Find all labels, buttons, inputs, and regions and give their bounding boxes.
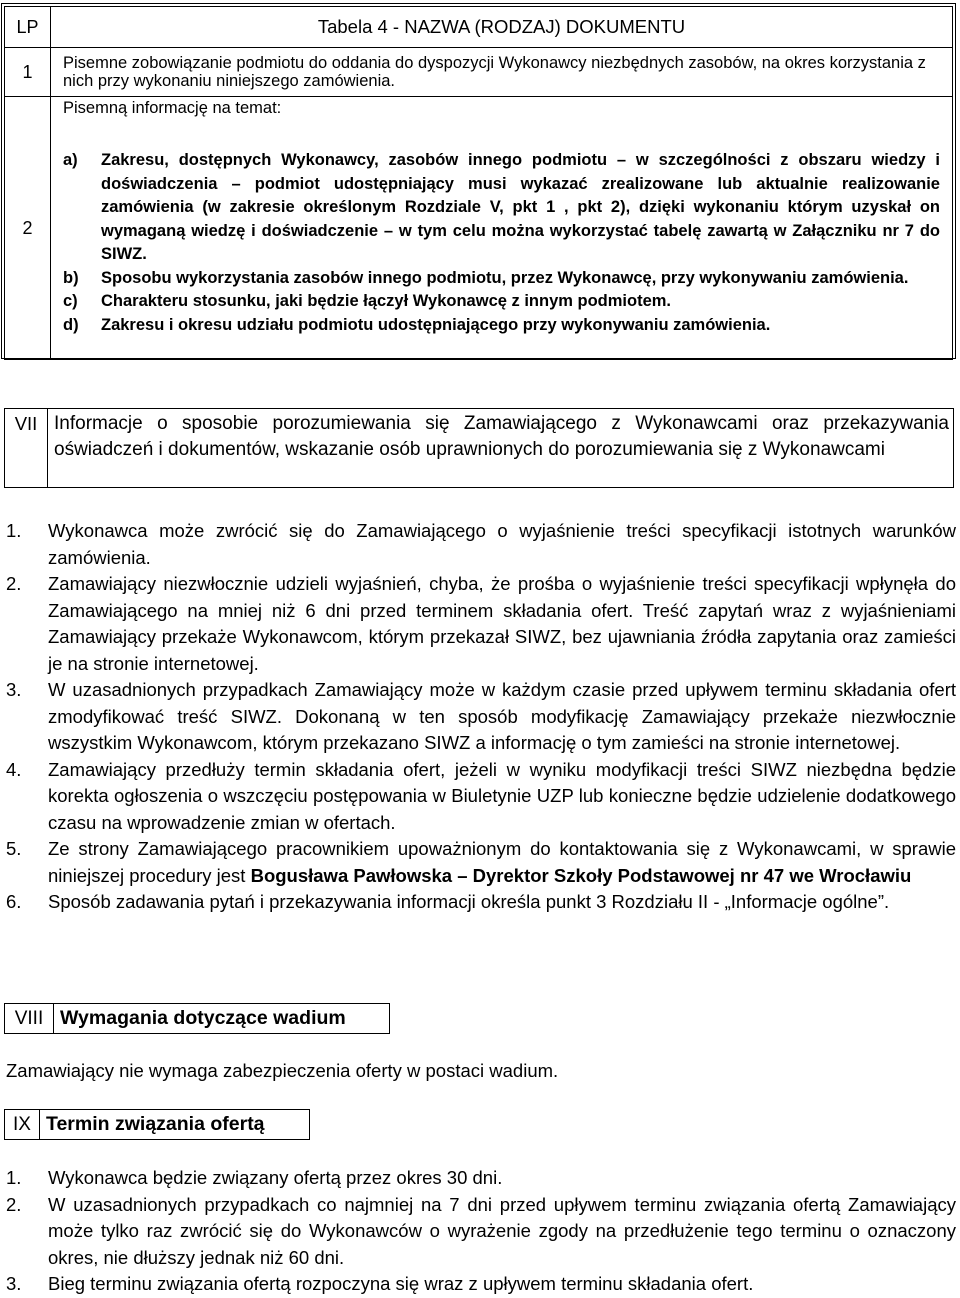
item-number: 3. (6, 1273, 22, 1294)
section-9-header (4, 1109, 310, 1140)
section-7-header (4, 408, 954, 488)
item-text: Wykonawca może zwrócić się do Zamawiającego o wyjaśnienie treści specyfikacji istotnych warunków zamówienia. (48, 520, 956, 568)
section-8-text: Zamawiający nie wymaga zabezpieczenia oferty w postaci wadium. (6, 1060, 559, 1081)
item-number: 6. (6, 891, 22, 912)
row-number: 1 (5, 48, 51, 97)
item-number: 4. (6, 758, 22, 780)
row-number: 2 (5, 97, 51, 360)
row-intro: Pisemną informację na temat: (63, 99, 282, 117)
option-label: b) (63, 268, 79, 287)
table-row (5, 97, 953, 360)
option-item (63, 149, 940, 267)
item-text: Zamawiający przedłuży termin składania ofert, jeżeli w wyniku modyfikacji treści SIWZ niezbędna będzie korekta ogłoszenia o wszczęciu postępowania w Biuletynie UZP lub konieczne będzie udzielenie dodatkowego czasu na wprowadzenie zmian w ofertach. (48, 758, 956, 833)
item-text: Bieg terminu związania ofertą rozpoczyna się wraz z upływem terminu składania ofert. (48, 1273, 754, 1294)
item-text: Zamawiający niezwłocznie udzieli wyjaśnień, chyba, że prośba o wyjaśnienie treści specyfikacji wpłynęła do Zamawiającego na mniej niż 6 dni przed terminem składania ofert. Treść zapytań wraz z wyjaśnieniami Zamawiający przekaże Wykonawcom, którym przekazał SIWZ, bez ujawniania źródła zapytania oraz zamieści je na stronie internetowej. (48, 573, 956, 674)
item-number: 5. (6, 838, 22, 859)
list-item (6, 889, 956, 916)
list-item (6, 836, 956, 889)
section-title: Termin związania ofertą (46, 1113, 265, 1135)
section-number: VIII (5, 1004, 54, 1033)
section-title: Wymagania dotyczące wadium (60, 1007, 346, 1029)
item-text (48, 836, 956, 889)
list-item (6, 1192, 956, 1272)
section-7-list (6, 518, 956, 916)
contact-person: Bogusława Pawłowska – Dyrektor Szkoły Podstawowej nr 47 we Wrocławiu (250, 864, 912, 886)
option-text: Zakresu i okresu udziału podmiotu udostępniającego przy wykonywaniu zamówienia. (101, 315, 771, 334)
option-text: Zakresu, dostępnych Wykonawcy, zasobów innego podmiotu – w szczególności z obszaru wiedzy i doświadczenia – podmiot udostępniający musi wykazać zrealizowane lub aktualnie realizowanie zamówienia (w zakresie określonym Rozdziale V, pkt 1 , pkt 2), dzięki wykonaniu którym uzyskał on wymaganą wiedzę i doświadczenie – w tym celu można wykorzystać tabelę zawartą w Załączniku nr 7 do SIWZ. (101, 151, 940, 263)
table-header-row (5, 7, 953, 48)
option-item (63, 314, 940, 338)
list-item (6, 677, 956, 757)
document-table (4, 6, 953, 360)
option-item (63, 290, 940, 314)
row-content (51, 97, 953, 360)
item-text: W uzasadnionych przypadkach Zamawiający może w każdym czasie przed upływem terminu składania ofert zmodyfikować treść SIWZ. Dokonaną w ten sposób modyfikację Zamawiający przekaże niezwłocznie wszystkim Wykonawcom, którym przekazano SIWZ a informację o tym zamieści na stronie internetowej. (48, 679, 956, 753)
section-8-header (4, 1003, 390, 1034)
table-row (5, 48, 953, 97)
item-text-regular: Ze strony Zamawiającego pracownikiem upoważnionym do kontaktowania się z Wykonawcami, w sprawie niniejszej procedury jest (48, 838, 956, 886)
header-lp: LP (5, 7, 51, 48)
item-text: Sposób zadawania pytań i przekazywania informacji określa punkt 3 Rozdziału II - „Informacje ogólne”. (48, 891, 890, 912)
list-item (6, 518, 956, 571)
option-label: d) (63, 315, 79, 334)
item-number: 2. (6, 1193, 22, 1215)
list-item (6, 757, 956, 837)
option-text: Sposobu wykorzystania zasobów innego podmiotu, przez Wykonawcę, przy wykonywaniu zamówienia. (101, 268, 909, 287)
row-text: Pisemne zobowiązanie podmiotu do oddania do dyspozycji Wykonawcy niezbędnych zasobów, na okres korzystania z nich przy wykonaniu niniejszego zamówienia. (51, 48, 953, 97)
header-title: Tabela 4 - NAZWA (RODZAJ) DOKUMENTU (51, 7, 953, 48)
list-item (6, 571, 956, 677)
section-9-list (6, 1165, 956, 1298)
list-item (6, 1165, 956, 1192)
item-number: 1. (6, 1167, 22, 1188)
section-number: IX (5, 1110, 40, 1139)
item-text: Wykonawca będzie związany ofertą przez okres 30 dni. (48, 1167, 503, 1188)
item-number: 1. (6, 520, 22, 541)
option-item (63, 267, 940, 291)
section-title: Informacje o sposobie porozumiewania się Zamawiającego z Wykonawcami oraz przekazywania oświadczeń i dokumentów, wskazanie osób uprawnionych do porozumiewania się z Wykonawcami (54, 413, 949, 460)
option-label: a) (63, 151, 78, 169)
item-number: 3. (6, 679, 22, 700)
option-label: c) (63, 292, 78, 310)
item-text: W uzasadnionych przypadkach co najmniej na 7 dni przed upływem terminu związania ofertą Zamawiający może tylko raz zwrócić się do Wykonawców o wyrażenie zgody na przedłużenie tego terminu o oznaczony okres, nie dłuższy jednak niż 60 dni. (48, 1193, 956, 1268)
option-text: Charakteru stosunku, jaki będzie łączył Wykonawcę z innym podmiotem. (101, 292, 672, 310)
section-number: VII (5, 409, 48, 487)
item-number: 2. (6, 573, 22, 594)
